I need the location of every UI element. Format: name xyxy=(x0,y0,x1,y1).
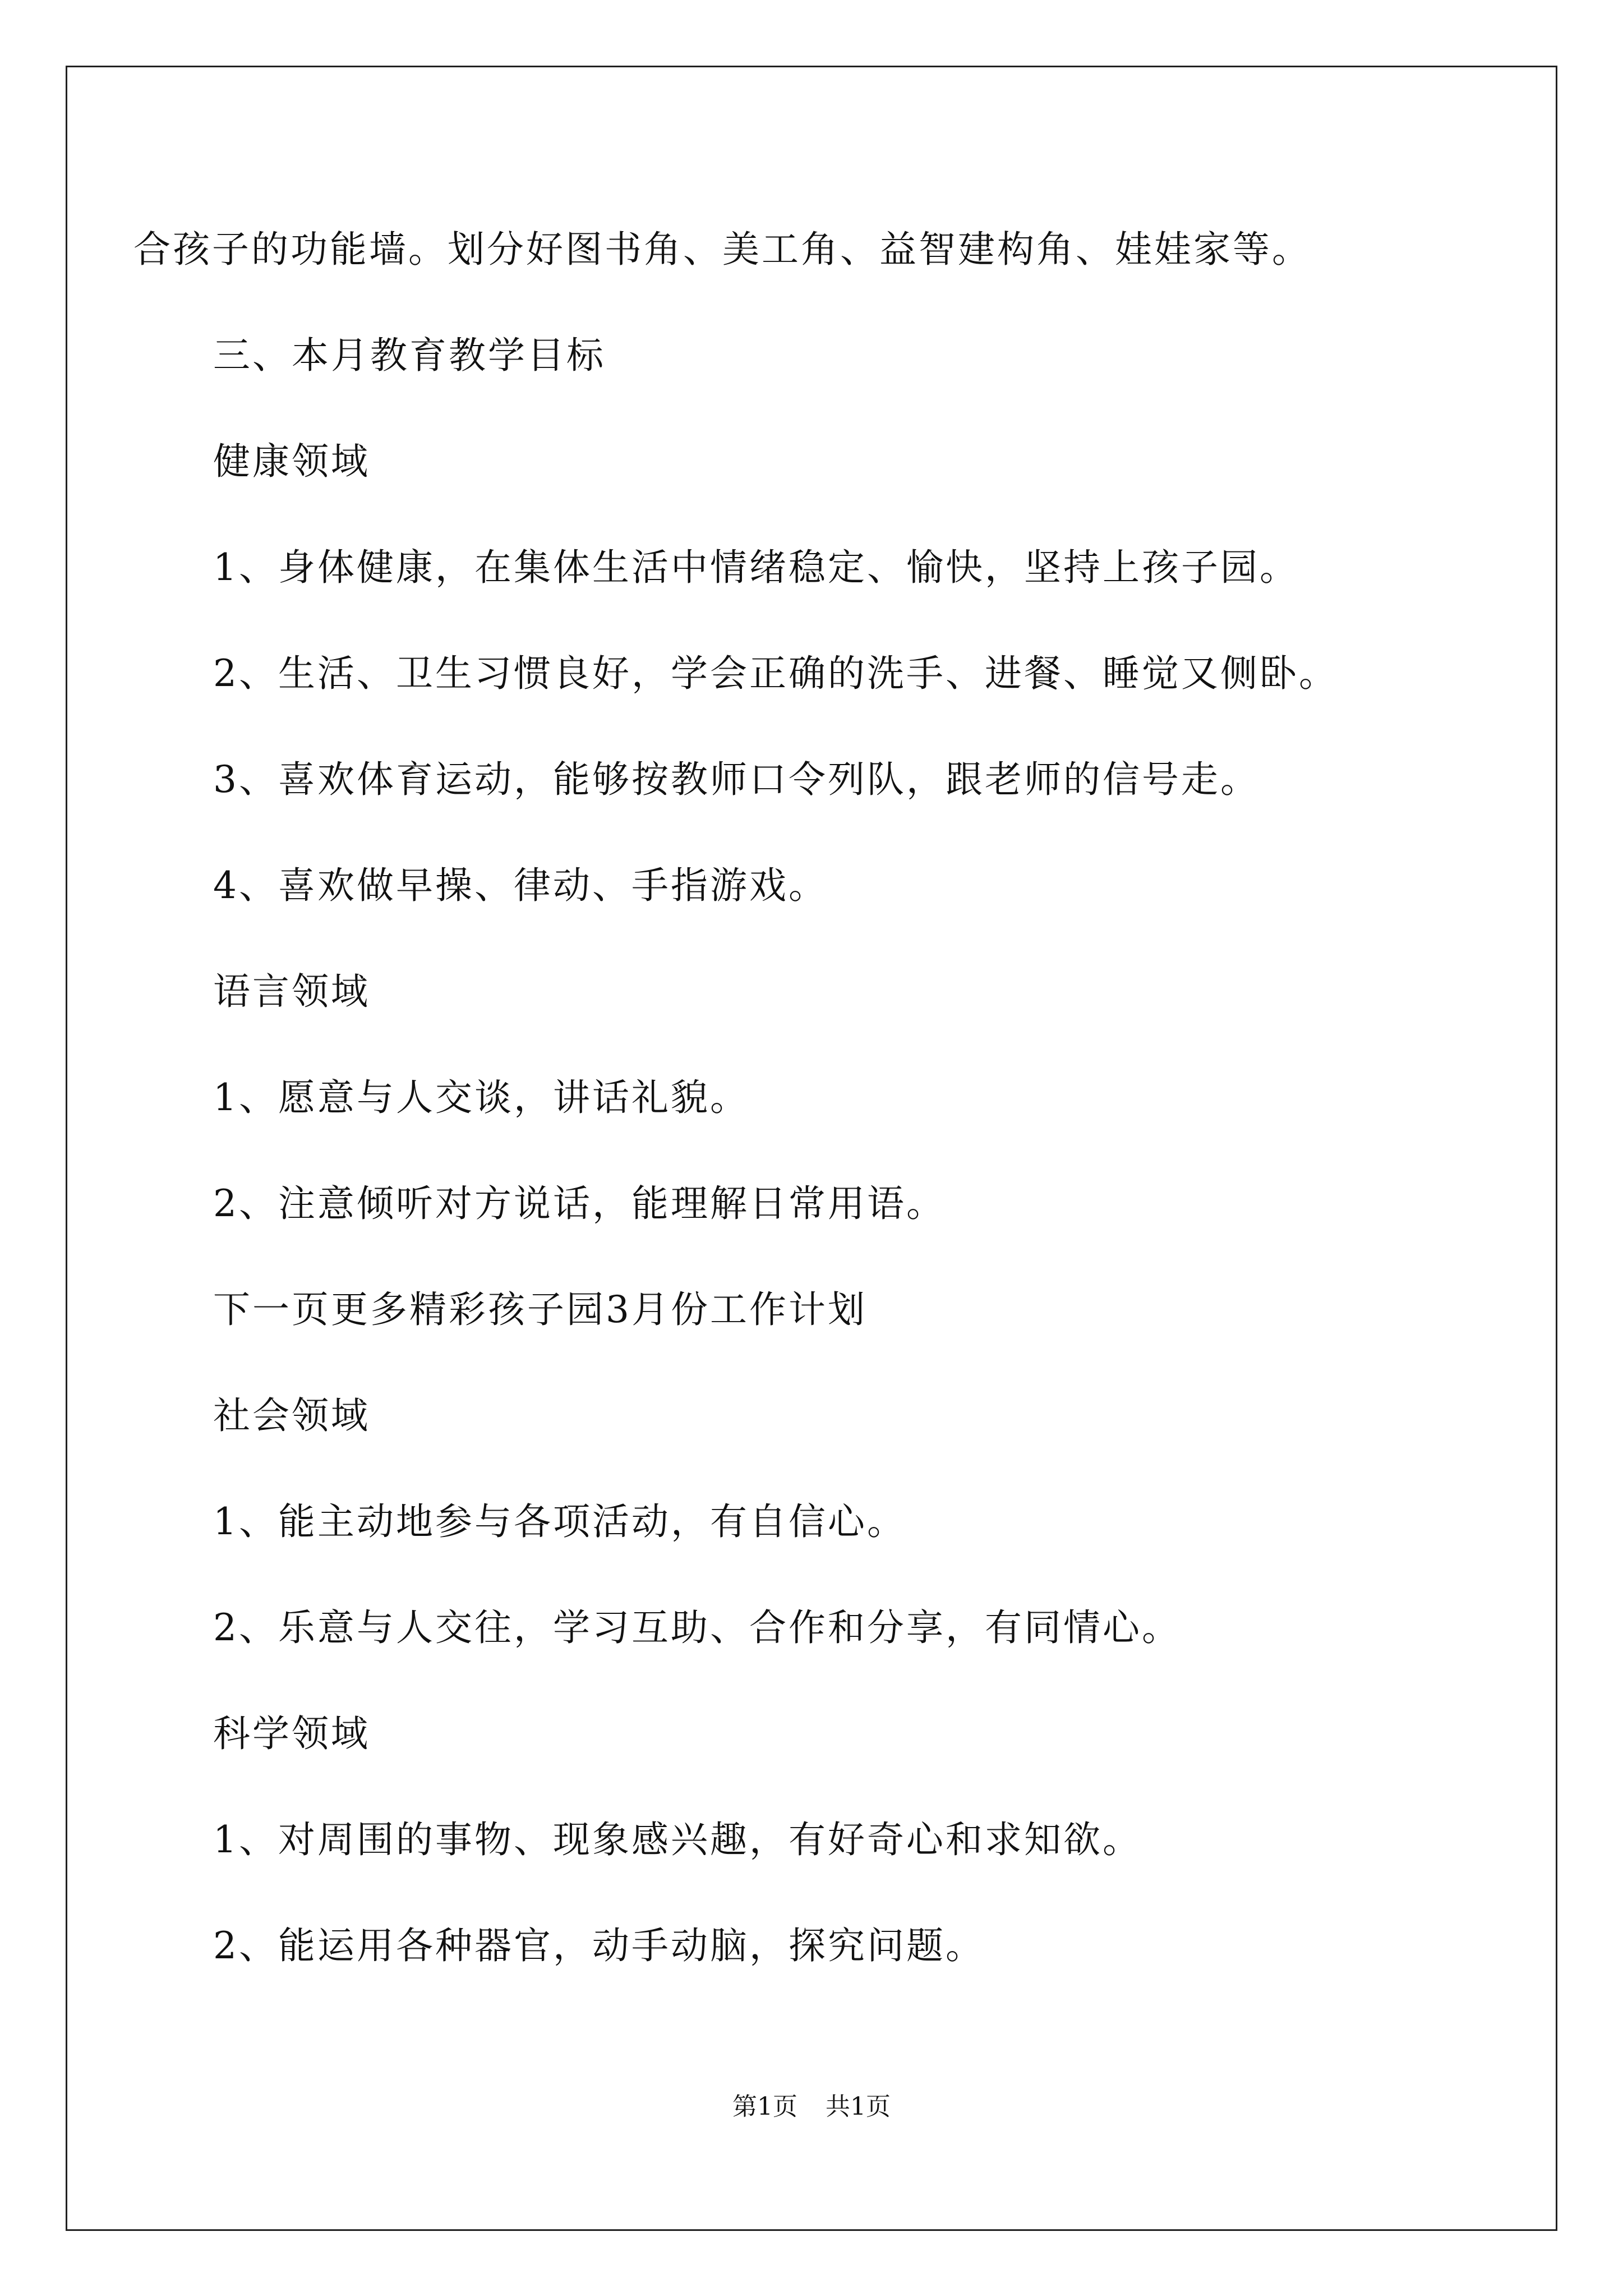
list-item: 4、喜欢做早操、律动、手指游戏。 xyxy=(213,864,828,907)
next-page-link[interactable]: 下一页更多精彩孩子园3月份工作计划 xyxy=(213,1288,867,1331)
section-heading: 三、本月教育教学目标 xyxy=(213,334,606,377)
domain-heading-social: 社会领域 xyxy=(213,1394,370,1437)
list-item: 3、喜欢体育运动，能够按教师口令列队，跟老师的信号走。 xyxy=(213,758,1260,801)
page-border xyxy=(66,66,1557,2231)
list-item: 2、生活、卫生习惯良好，学会正确的洗手、进餐、睡觉又侧卧。 xyxy=(213,652,1338,695)
list-item: 1、愿意与人交谈，讲话礼貌。 xyxy=(213,1076,749,1119)
list-item: 1、身体健康，在集体生活中情绪稳定、愉快，坚持上孩子园。 xyxy=(213,546,1299,589)
domain-heading-language: 语言领域 xyxy=(213,970,370,1013)
domain-heading-science: 科学领域 xyxy=(213,1712,370,1755)
list-item: 1、能主动地参与各项活动，有自信心。 xyxy=(213,1500,906,1543)
list-item: 2、乐意与人交往，学习互助、合作和分享，有同情心。 xyxy=(213,1606,1181,1649)
paragraph-line: 合孩子的功能墙。划分好图书角、美工角、益智建构角、娃娃家等。 xyxy=(133,228,1311,271)
page-number: 第1页 xyxy=(732,2092,797,2121)
list-item: 2、注意倾听对方说话，能理解日常用语。 xyxy=(213,1182,946,1225)
list-item: 2、能运用各种器官，动手动脑，探究问题。 xyxy=(213,1924,985,1967)
domain-heading-health: 健康领域 xyxy=(213,440,370,483)
page-total: 共1页 xyxy=(826,2092,891,2121)
list-item: 1、对周围的事物、现象感兴趣，有好奇心和求知欲。 xyxy=(213,1818,1142,1861)
page-footer xyxy=(0,2091,1623,2123)
